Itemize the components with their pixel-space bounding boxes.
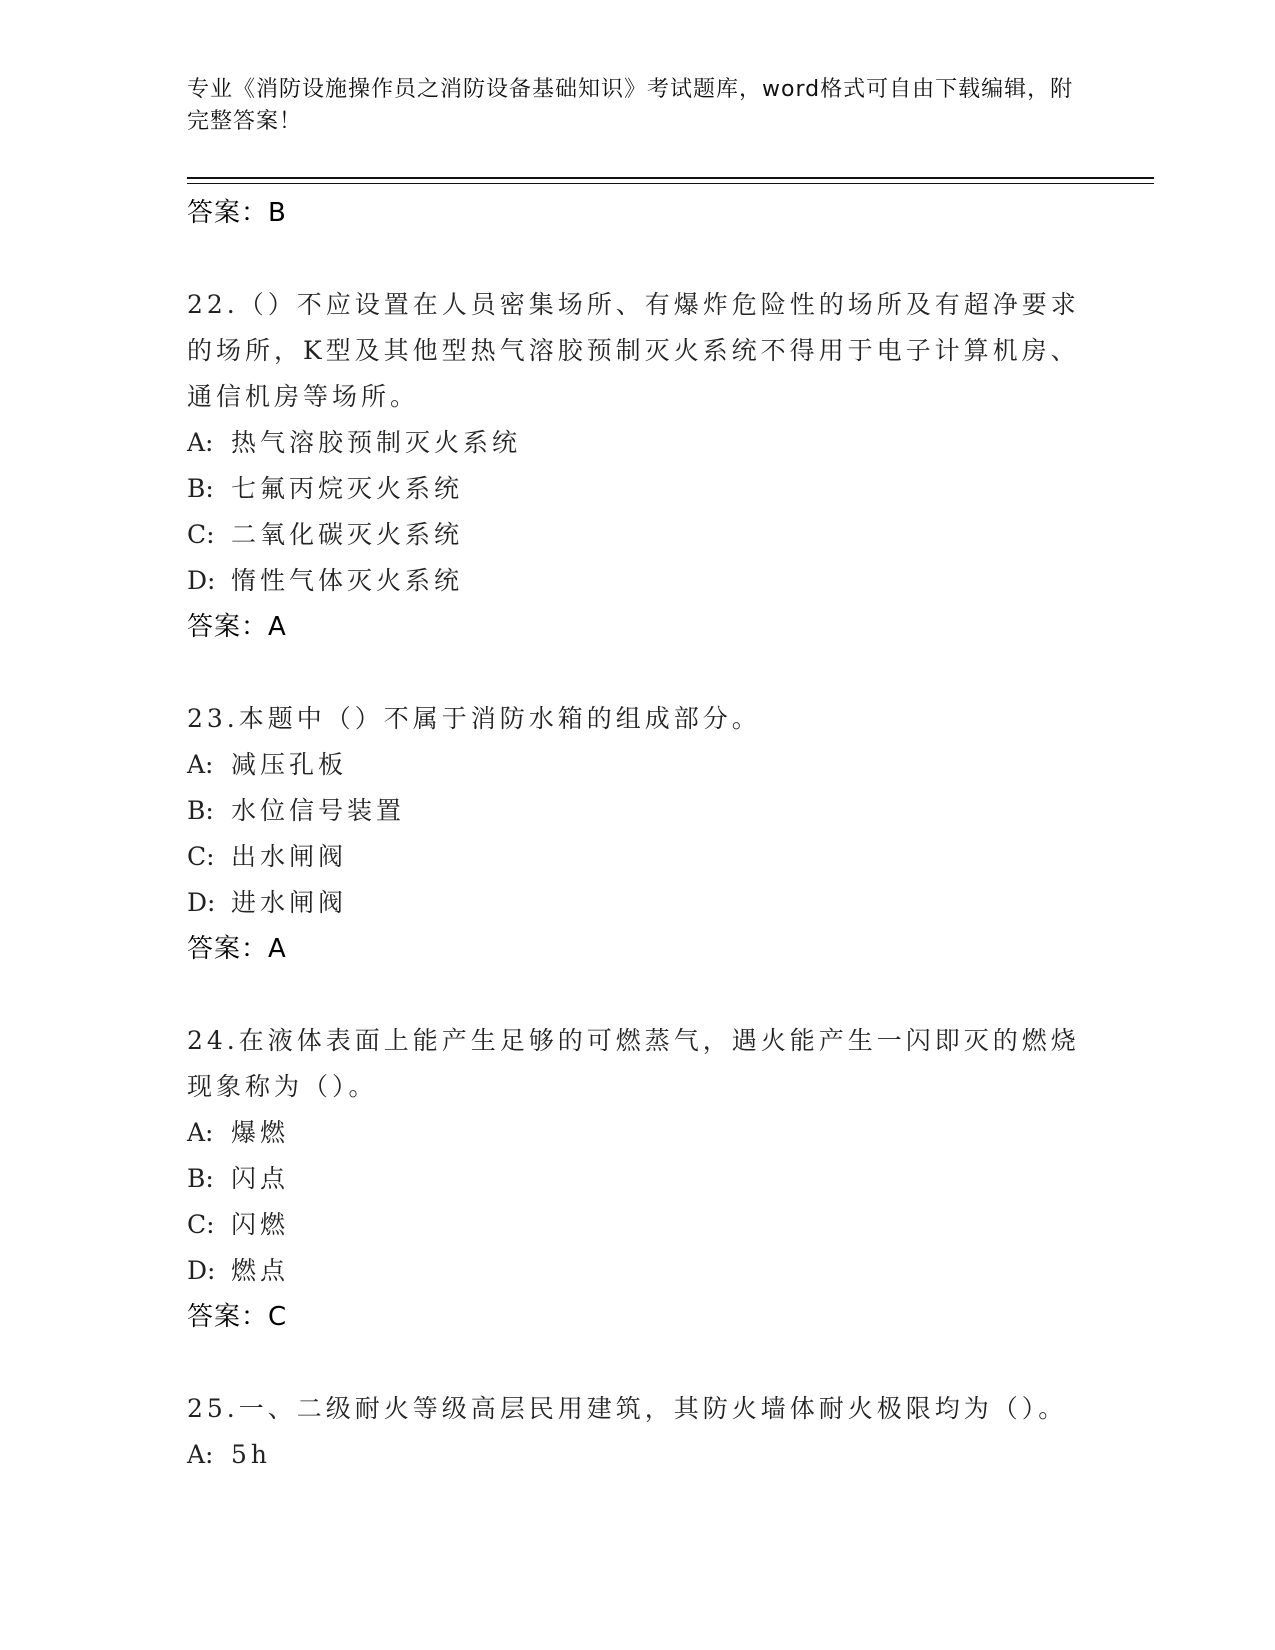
answer-line: 答案：C (187, 1302, 288, 1332)
option-text: 减压孔板 (231, 750, 348, 779)
answer-line: 答案：A (187, 612, 287, 642)
answer-line: 答案：B (187, 198, 287, 228)
option-b (187, 466, 1087, 512)
option-letter: C: (187, 1210, 215, 1239)
question-stem: 22.（）不应设置在人员密集场所、有爆炸危险性的场所及有超净要求的场所，K型及其他型热气溶胶预制灭火系统不得用于电子计算机房、通信机房等场所。 (187, 290, 1080, 411)
question-stem: 25.一、二级耐火等级高层民用建筑，其防火墙体耐火极限均为（）。 (187, 1394, 1068, 1423)
option-d (187, 558, 1087, 604)
option-letter: B: (187, 796, 214, 825)
option-text: 七氟丙烷灭火系统 (231, 474, 464, 503)
option-text: 5h (231, 1440, 272, 1469)
option-a (187, 420, 1087, 466)
option-text: 热气溶胶预制灭火系统 (231, 428, 522, 457)
option-text: 燃点 (231, 1256, 290, 1285)
answer-line: 答案：A (187, 934, 287, 964)
option-letter: D: (187, 566, 216, 595)
question-stem: 24.在液体表面上能产生足够的可燃蒸气，遇火能产生一闪即灭的燃烧现象称为（）。 (187, 1026, 1080, 1101)
option-text: 水位信号装置 (231, 796, 406, 825)
option-c (187, 1202, 1087, 1248)
header-divider-thin (187, 183, 1154, 184)
option-a (187, 1110, 1087, 1156)
option-d (187, 1248, 1087, 1294)
option-text: 闪燃 (231, 1210, 290, 1239)
spacer (187, 650, 1087, 696)
option-letter: B: (187, 1164, 214, 1193)
option-text: 二氧化碳灭火系统 (231, 520, 464, 549)
option-c (187, 834, 1087, 880)
spacer (187, 236, 1087, 282)
option-letter: D: (187, 1256, 216, 1285)
option-letter: A: (187, 1118, 214, 1147)
option-text: 爆燃 (231, 1118, 290, 1147)
option-text: 惰性气体灭火系统 (231, 566, 464, 595)
option-letter: C: (187, 842, 215, 871)
option-a (187, 1432, 1087, 1478)
option-b (187, 1156, 1087, 1202)
option-c (187, 512, 1087, 558)
question-list (187, 190, 1087, 1478)
option-letter: C: (187, 520, 215, 549)
document-header: 专业《消防设施操作员之消防设备基础知识》考试题库，word格式可自由下载编辑，附完整答案！ (187, 77, 1074, 134)
option-letter: A: (187, 428, 214, 457)
option-letter: A: (187, 750, 214, 779)
option-text: 出水闸阀 (231, 842, 348, 871)
header-divider-thick (187, 177, 1154, 179)
spacer (187, 972, 1087, 1018)
option-letter: B: (187, 474, 214, 503)
option-letter: A: (187, 1440, 214, 1469)
option-text: 闪点 (231, 1164, 290, 1193)
option-a (187, 742, 1087, 788)
option-b (187, 788, 1087, 834)
question-stem: 23.本题中（）不属于消防水箱的组成部分。 (187, 704, 761, 733)
spacer (187, 1340, 1087, 1386)
option-letter: D: (187, 888, 216, 917)
option-text: 进水闸阀 (231, 888, 348, 917)
option-d (187, 880, 1087, 926)
